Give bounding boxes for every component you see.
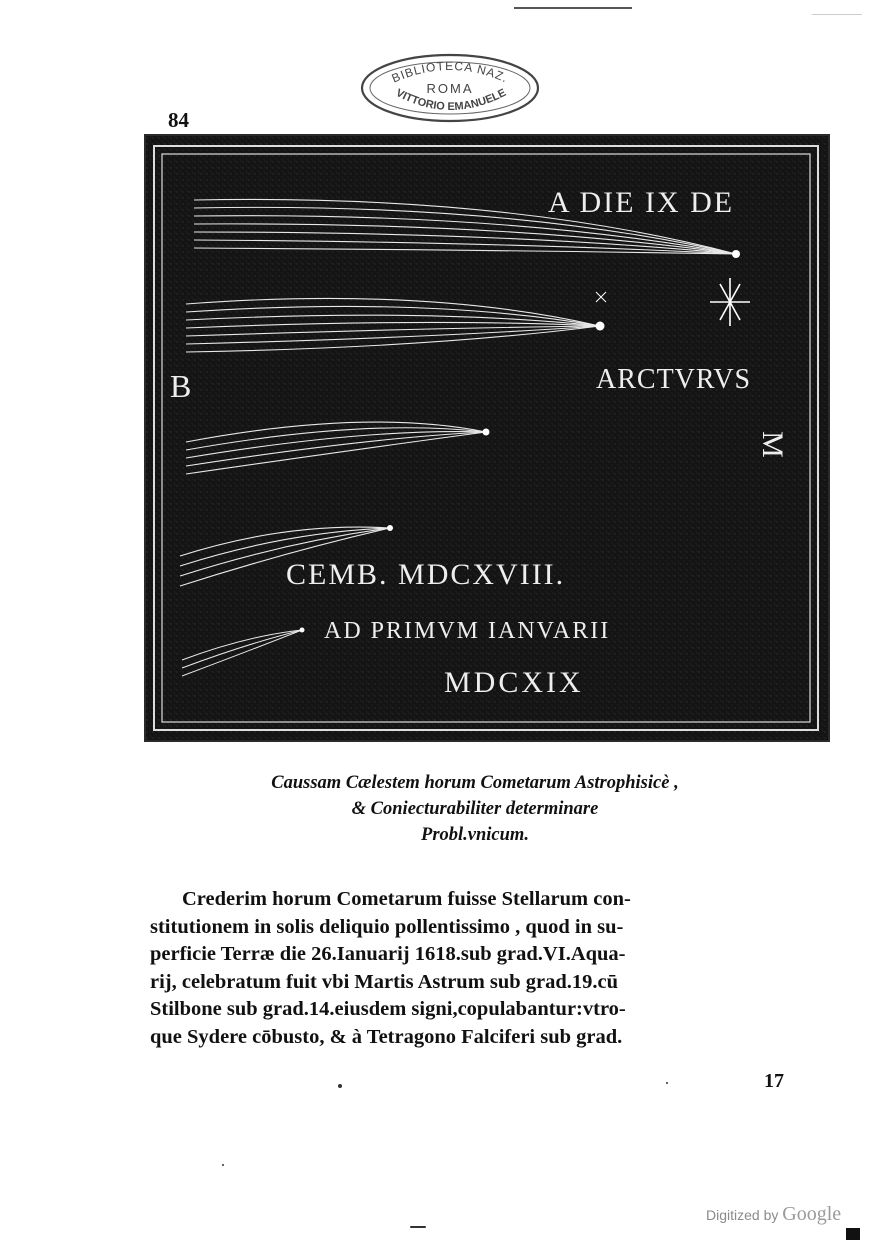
comet-1-head bbox=[732, 250, 740, 258]
stamp-line-middle: ROMA bbox=[426, 81, 474, 96]
plate-inscription-line-4: AD PRIMVM IANVARII bbox=[324, 618, 611, 644]
caption-line: Caussam Cælestem horum Cometarum Astrophisicè , bbox=[271, 773, 679, 793]
plate-inscription-arcturus: ARCTVRVS bbox=[596, 364, 752, 395]
plate-illustration bbox=[146, 136, 828, 740]
figure-caption bbox=[150, 770, 800, 848]
comet-5-head bbox=[300, 628, 305, 633]
ink-speck bbox=[222, 1164, 224, 1166]
stamp-line-top: BIBLIOTECA NAZ. bbox=[389, 58, 511, 86]
top-rule-faint bbox=[812, 14, 862, 15]
top-rule bbox=[514, 7, 632, 9]
body-line: rij, celebratum fuit vbi Martis Astrum sub grad.19.cū bbox=[150, 970, 619, 993]
body-line: Crederim horum Cometarum fuisse Stellarum con- bbox=[182, 888, 631, 910]
body-line: stitutionem in solis deliquio pollentissimo , quod in su- bbox=[150, 915, 624, 938]
plate-inscription-line-1: A DIE IX DE bbox=[548, 186, 735, 219]
caption-line: Probl.vnicum. bbox=[421, 825, 529, 845]
comet-4-head bbox=[387, 525, 393, 531]
body-line: perficie Terræ die 26.Ianuarij 1618.sub grad.VI.Aqua- bbox=[150, 943, 626, 965]
ink-speck bbox=[666, 1082, 668, 1084]
caption-line: & Coniecturabiliter determinare bbox=[351, 799, 599, 819]
engraved-comet-plate bbox=[146, 136, 828, 740]
watermark-prefix: Digitized by bbox=[706, 1207, 779, 1223]
body-line: que Sydere cōbusto, & à Tetragono Falciferi sub grad. bbox=[150, 1025, 623, 1048]
stamp-line-bottom: VITTORIO EMANUELE bbox=[393, 86, 509, 114]
comet-2-head bbox=[596, 322, 605, 331]
body-line: Stilbone sub grad.14.eiusdem signi,copulabantur:vtro- bbox=[150, 998, 626, 1020]
watermark-brand: Google bbox=[782, 1203, 842, 1225]
body-paragraph bbox=[150, 886, 800, 1051]
corner-mark bbox=[846, 1228, 860, 1240]
plate-letter-m: M bbox=[755, 431, 789, 459]
plate-inscription-line-3: CEMB. MDCXVIII. bbox=[286, 558, 566, 591]
plate-inscription-line-5: MDCXIX bbox=[444, 666, 584, 699]
signature-mark: 17 bbox=[764, 1070, 784, 1092]
ink-speck bbox=[338, 1084, 342, 1088]
plate-letter-b: B bbox=[170, 368, 193, 404]
ink-speck bbox=[410, 1226, 426, 1228]
digitization-watermark bbox=[706, 1203, 841, 1226]
comet-3-head bbox=[483, 429, 490, 436]
page-number: 84 bbox=[168, 108, 189, 132]
library-stamp bbox=[358, 50, 542, 126]
